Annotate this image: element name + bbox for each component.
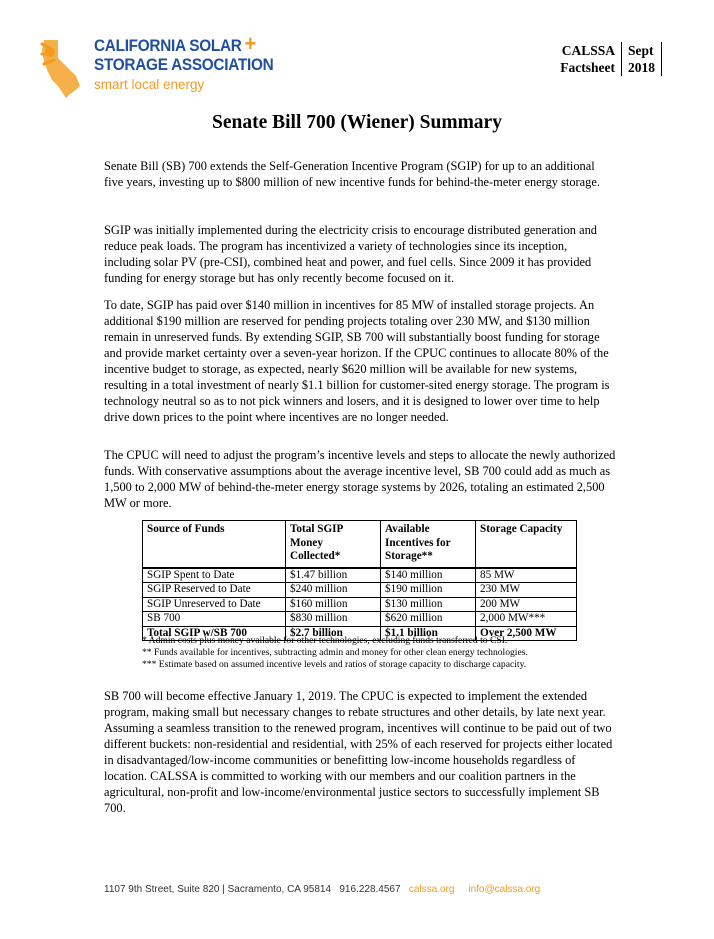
header-org: CALSSA bbox=[561, 43, 615, 58]
table-cell: $190 million bbox=[381, 583, 476, 598]
page-footer bbox=[104, 884, 540, 895]
footer-email-link[interactable]: info@calssa.org bbox=[468, 884, 541, 895]
col-storage-capacity: Storage Capacity bbox=[476, 521, 577, 568]
paragraph-funding: To date, SGIP has paid over $140 million in incentives for 85 MW of installed storage projects. An additional $190 million are reserved for pending projects totaling over 230 MW, and $130 million remain in unreserved funds. By extending SGIP, SB 700 will substantially boost funding for storage and provide market certainty over a seven-year horizon. If the CPUC continues to allocate 80% of the incentive budget to storage, as expected, nearly $620 million will be available for new systems, resulting in a total investment of nearly $1.1 billion for customer-sited energy storage. The program is technology neutral so as to not pick winners and losers, and it is designed to lower over time to help drive down prices to the point where incentives are no longer needed. bbox=[104, 298, 610, 424]
factsheet-header bbox=[560, 42, 662, 76]
factsheet-org-block bbox=[560, 42, 622, 76]
table-cell: Total SGIP w/SB 700 bbox=[143, 626, 286, 641]
logo-tagline: smart local energy bbox=[94, 77, 205, 92]
table-cell: $620 million bbox=[381, 612, 476, 627]
paragraph-history: SGIP was initially implemented during the electricity crisis to encourage distributed generation and reduce peak loads. The program has incentivized a variety of technologies since its inception, including solar PV (pre-CSI), combined heat and power, and fuel cells. Since 2009 it has provided funding for energy storage but has only recently become focused on it. bbox=[104, 223, 597, 285]
col-available-incentives: Available Incentives for Storage** bbox=[381, 521, 476, 568]
footer-website-link[interactable]: calssa.org bbox=[408, 884, 455, 895]
table-row bbox=[143, 597, 577, 612]
footnote: *** Estimate based on assumed incentive levels and ratios of storage capacity to discharge capacity. bbox=[142, 659, 527, 670]
table-row bbox=[143, 612, 577, 627]
paragraph-cpuc: The CPUC will need to adjust the program’s incentive levels and steps to allocate the newly authorized funds. With conservative assumptions about the average incentive level, SB 700 could add as much as 1,500 to 2,000 MW of behind-the-meter energy storage systems by 2026, totaling an estimated 2,500 MW or more. bbox=[104, 448, 616, 510]
table-cell: Over 2,500 MW bbox=[476, 626, 577, 641]
logo-wordmark bbox=[94, 31, 287, 94]
table-cell: 230 MW bbox=[476, 583, 577, 598]
table-cell: 85 MW bbox=[476, 568, 577, 583]
funding-table bbox=[142, 520, 577, 641]
logo-plus: + bbox=[244, 31, 257, 56]
table-cell: SB 700 bbox=[143, 612, 286, 627]
table-row bbox=[143, 568, 577, 583]
table-cell: $140 million bbox=[381, 568, 476, 583]
footnote: * Admin costs plus money available for other technologies, excluding funds transferred to CSI. bbox=[142, 635, 508, 646]
page-title: Senate Bill 700 (Wiener) Summary bbox=[212, 112, 502, 133]
table-cell: $160 million bbox=[286, 597, 381, 612]
table-row bbox=[143, 583, 577, 598]
logo-line2: STORAGE ASSOCIATION bbox=[94, 56, 274, 74]
table-cell: SGIP Unreserved to Date bbox=[143, 597, 286, 612]
paragraph-effective: SB 700 will become effective January 1, 2019. The CPUC is expected to implement the extended program, making small but necessary changes to rebate structures and other details, by late next year. Assuming a seamless transition to the renewed program, incentives will continue to be paid out of two different buckets: non-residential and residential, with 25% of each reserved for projects either located in disadvantaged/low-income communities or benefitting low-income households regardless of location. CALSSA is committed to working with our members and our coalition partners in the agricultural, non-profit and low-income/environmental justice sectors to successfully implement SB 700. bbox=[104, 689, 613, 815]
footnote: ** Funds available for incentives, subtracting admin and money for other clean energy technologies. bbox=[142, 647, 528, 658]
footer-phone: 916.228.4567 bbox=[339, 884, 401, 895]
table-cell: SGIP Spent to Date bbox=[143, 568, 286, 583]
table-footnotes bbox=[142, 635, 528, 671]
table-header-row bbox=[143, 521, 577, 568]
paragraph-intro: Senate Bill (SB) 700 extends the Self-Generation Incentive Program (SGIP) for up to an additional five years, investing up to $800 million of new incentive funds for behind-the-meter energy storage. bbox=[104, 159, 600, 189]
header-month: Sept bbox=[628, 43, 654, 58]
col-source: Source of Funds bbox=[143, 521, 286, 568]
california-map-icon bbox=[36, 36, 92, 100]
table-cell: 200 MW bbox=[476, 597, 577, 612]
table-cell: SGIP Reserved to Date bbox=[143, 583, 286, 598]
table-cell: $130 million bbox=[381, 597, 476, 612]
header-year: 2018 bbox=[628, 60, 655, 75]
table-cell: $240 million bbox=[286, 583, 381, 598]
factsheet-date-block bbox=[622, 42, 662, 76]
col-total-money: Total SGIP Money Collected* bbox=[286, 521, 381, 568]
footer-address: 1107 9th Street, Suite 820 | Sacramento, CA 95814 bbox=[104, 884, 332, 895]
header-doc-type: Factsheet bbox=[560, 60, 615, 75]
table-cell: $1.47 billion bbox=[286, 568, 381, 583]
table-cell: 2,000 MW*** bbox=[476, 612, 577, 627]
table-cell: $830 million bbox=[286, 612, 381, 627]
calssa-logo bbox=[36, 31, 274, 100]
logo-line1: CALIFORNIA SOLAR bbox=[94, 37, 242, 55]
table-cell: $2.7 billion bbox=[286, 626, 381, 641]
table-cell: $1.1 billion bbox=[381, 626, 476, 641]
